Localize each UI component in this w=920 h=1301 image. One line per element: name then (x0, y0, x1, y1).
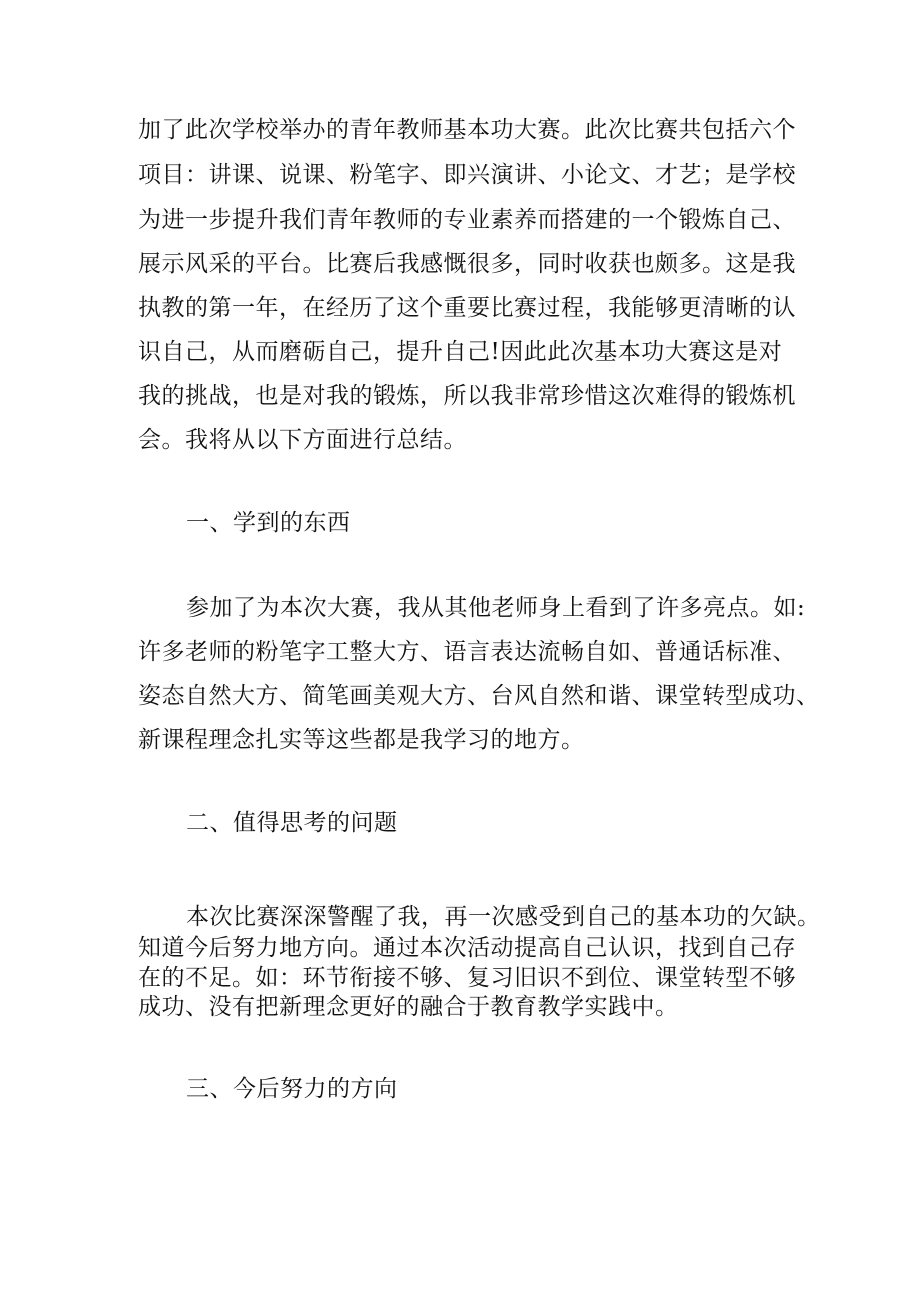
paragraph-line: 成功、没有把新理念更好的融合于教育教学实践中。 (138, 994, 679, 1020)
paragraph-line: 会。我将从以下方面进行总结。 (138, 427, 467, 453)
paragraph-line: 新课程理念扎实等这些都是我学习的地方。 (138, 727, 585, 753)
paragraph-line: 知道今后努力地方向。通过本次活动提高自己认识，找到自己存 (138, 935, 796, 961)
section-heading-2: 二、值得思考的问题 (186, 810, 398, 836)
paragraph-line: 展示风采的平台。比赛后我感慨很多，同时收获也颇多。这是我 (138, 251, 796, 277)
paragraph-line: 参加了为本次大赛，我从其他老师身上看到了许多亮点。如: (186, 595, 806, 621)
paragraph-line: 我的挑战，也是对我的锻炼，所以我非常珍惜这次难得的锻炼机 (138, 383, 796, 409)
paragraph-line: 项目：讲课、说课、粉笔字、即兴演讲、小论文、才艺；是学校 (138, 162, 796, 188)
paragraph-line: 姿态自然大方、简笔画美观大方、台风自然和谐、课堂转型成功、 (138, 683, 820, 709)
section-heading-1: 一、学到的东西 (186, 510, 351, 536)
paragraph-line: 为进一步提升我们青年教师的专业素养而搭建的一个锻炼自己、 (138, 207, 796, 233)
paragraph-line: 执教的第一年，在经历了这个重要比赛过程，我能够更清晰的认 (138, 295, 796, 321)
paragraph-line: 识自己，从而磨砺自己，提升自己!因此此次基本功大赛这是对 (138, 339, 783, 365)
paragraph-line: 许多老师的粉笔字工整大方、语言表达流畅自如、普通话标准、 (138, 639, 796, 665)
paragraph-line: 加了此次学校举办的青年教师基本功大赛。此次比赛共包括六个 (138, 117, 796, 143)
paragraph-line: 在的不足。如：环节衔接不够、复习旧识不到位、课堂转型不够 (138, 965, 796, 991)
section-heading-3: 三、今后努力的方向 (186, 1076, 398, 1102)
paragraph-line: 本次比赛深深警醒了我，再一次感受到自己的基本功的欠缺。 (186, 904, 821, 930)
